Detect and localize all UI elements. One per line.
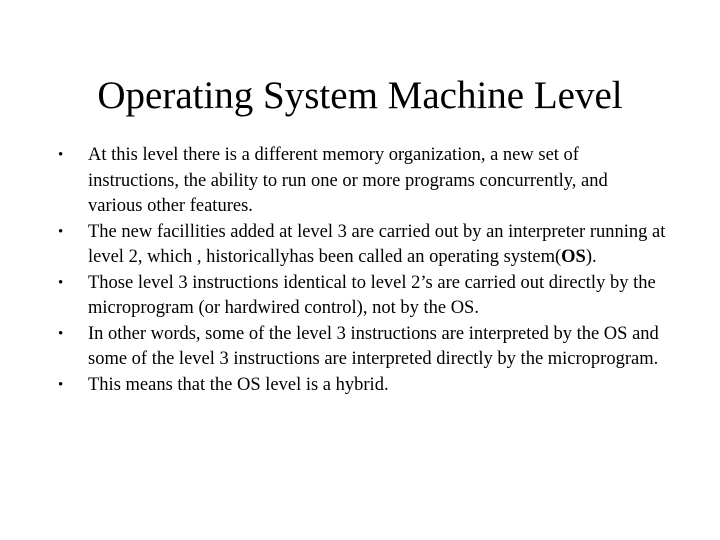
bullet-icon: • (58, 376, 64, 393)
bullet-item (56, 322, 666, 373)
bullet-text: Those level 3 instructions identical to level 2’s are carried out directly by the microprogram (or hardwired control), not by the OS. (88, 272, 656, 318)
bullet-icon: • (58, 325, 64, 342)
slide-title: Operating System Machine Level (97, 74, 623, 117)
bullet-item (56, 271, 666, 322)
bullet-list (56, 143, 666, 398)
bullet-icon: • (58, 274, 64, 291)
bullet-item (56, 143, 666, 220)
bullet-text: In other words, some of the level 3 instructions are interpreted by the OS and some of the level 3 instructions are interpreted directly by the microprogram. (88, 323, 659, 369)
bullet-text: This means that the OS level is a hybrid. (88, 374, 389, 395)
bullet-icon: • (58, 223, 64, 240)
bullet-text: At this level there is a different memory organization, a new set of instructions, the ability to run one or more programs concurrently, and various other features. (88, 145, 608, 216)
bullet-icon: • (58, 147, 64, 163)
bullet-text: ). (585, 247, 597, 267)
bullet-item (56, 220, 666, 271)
bullet-text: The new facillities added at level 3 are carried out by an interpreter running at level 2, which , historicallyhas been called an operating system( (88, 221, 666, 267)
bullet-item (56, 373, 666, 399)
bullet-text-bold: OS (561, 247, 586, 267)
